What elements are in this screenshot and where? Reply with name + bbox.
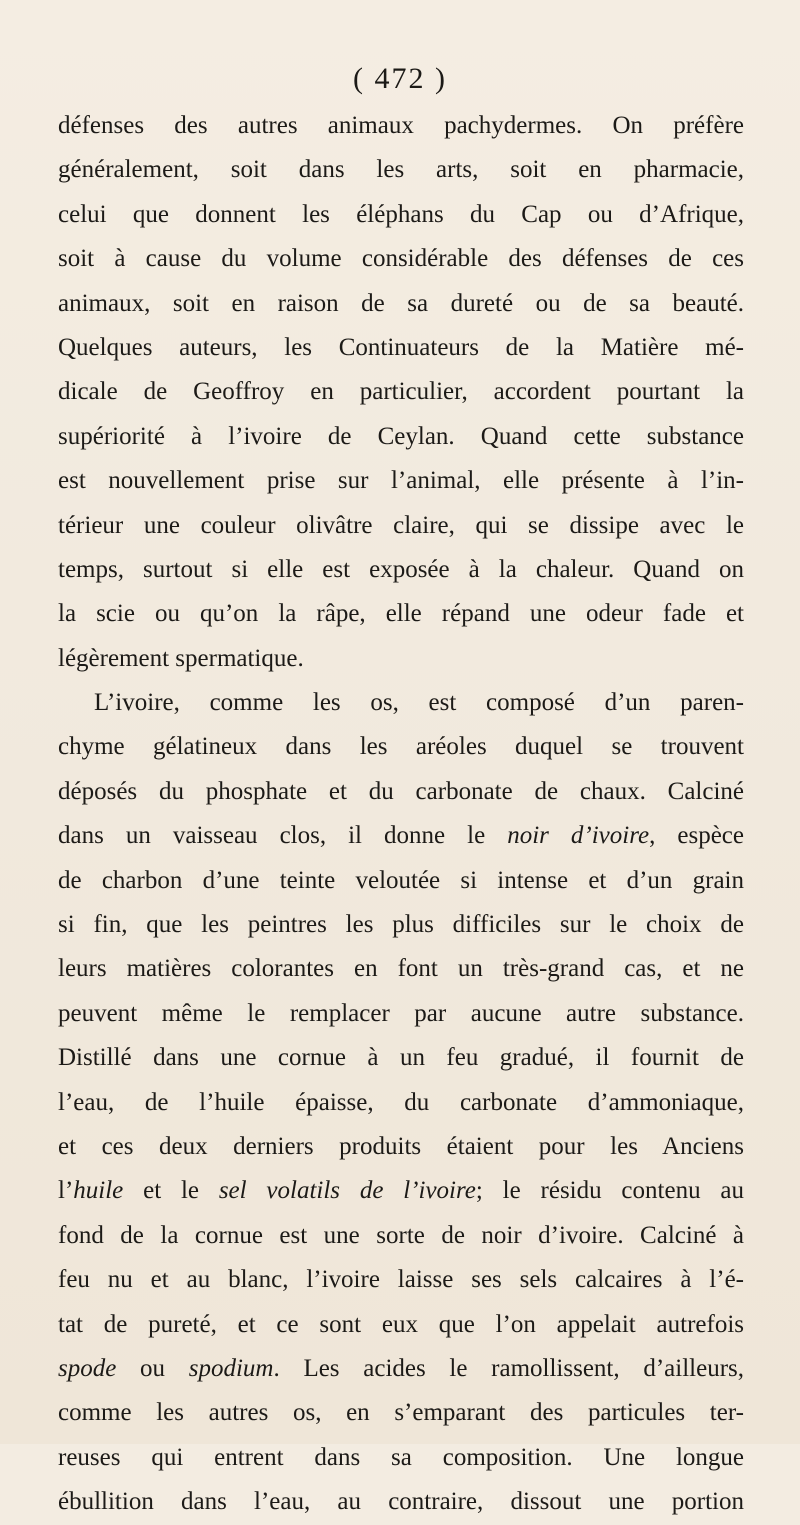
text-line: déposés du phosphate et du carbonate de chaux. Calciné — [58, 777, 744, 805]
text-line: ébullition dans l’eau, au contraire, dissout une portion — [58, 1488, 744, 1516]
text-line: L’ivoire, comme les os, est composé d’un paren- — [94, 689, 744, 717]
text-line: la scie ou qu’on la râpe, elle répand une odeur fade et — [58, 600, 744, 628]
text-line: térieur une couleur olivâtre claire, qui se dissipe avec le — [58, 511, 744, 539]
text-line: tat de pureté, et ce sont eux que l’on appelait autrefois — [58, 1310, 744, 1338]
text-line: fond de la cornue est une sorte de noir d’ivoire. Calciné à — [58, 1221, 744, 1249]
text-line: chyme gélatineux dans les aréoles duquel se trouvent — [58, 733, 744, 761]
text-line: celui que donnent les éléphans du Cap ou d’Afrique, — [58, 200, 744, 228]
text-line: légèrement spermatique. — [58, 644, 304, 672]
text-line: dans un vaisseau clos, il donne le noir d’ivoire, espèce — [58, 822, 744, 850]
text-line: défenses des autres animaux pachydermes. On préfère — [58, 112, 744, 139]
text-line: temps, surtout si elle est exposée à la chaleur. Quand on — [58, 555, 744, 583]
text-line: et ces deux derniers produits étaient pour les Anciens — [58, 1132, 744, 1160]
text-line: supériorité à l’ivoire de Ceylan. Quand cette substance — [58, 422, 744, 450]
text-line: feu nu et au blanc, l’ivoire laisse ses sels calcaires à l’é- — [58, 1266, 744, 1294]
text-line: est nouvellement prise sur l’animal, elle présente à l’in- — [58, 467, 744, 495]
text-line: Distillé dans une cornue à un feu gradué, il fournit de — [58, 1044, 744, 1072]
text-line: peuvent même le remplacer par aucune autre substance. — [58, 999, 744, 1027]
text-line: comme les autres os, en s’emparant des particules ter- — [58, 1399, 744, 1427]
text-line: soit à cause du volume considérable des défenses de ces — [58, 245, 744, 273]
text-line: l’huile et le sel volatils de l’ivoire; le résidu contenu au — [58, 1177, 744, 1205]
text-line: leurs matières colorantes en font un très-grand cas, et ne — [58, 955, 744, 983]
text-line: généralement, soit dans les arts, soit en pharmacie, — [58, 156, 744, 184]
text-line: de charbon d’une teinte veloutée si intense et d’un grain — [58, 866, 744, 894]
text-line: Quelques auteurs, les Continuateurs de la Matière mé- — [58, 333, 744, 361]
text-line: dicale de Geoffroy en particulier, accordent pourtant la — [58, 378, 744, 406]
body-text — [58, 104, 744, 1525]
text-line: spode ou spodium. Les acides le ramollissent, d’ailleurs, — [58, 1354, 744, 1382]
text-line: l’eau, de l’huile épaisse, du carbonate d’ammoniaque, — [58, 1088, 744, 1116]
page-number: ( 472 ) — [353, 62, 447, 95]
text-line: si fin, que les peintres les plus difficiles sur le choix de — [58, 911, 744, 939]
text-line: reuses qui entrent dans sa composition. Une longue — [58, 1443, 744, 1471]
text-line: animaux, soit en raison de sa dureté ou de sa beauté. — [58, 289, 744, 317]
